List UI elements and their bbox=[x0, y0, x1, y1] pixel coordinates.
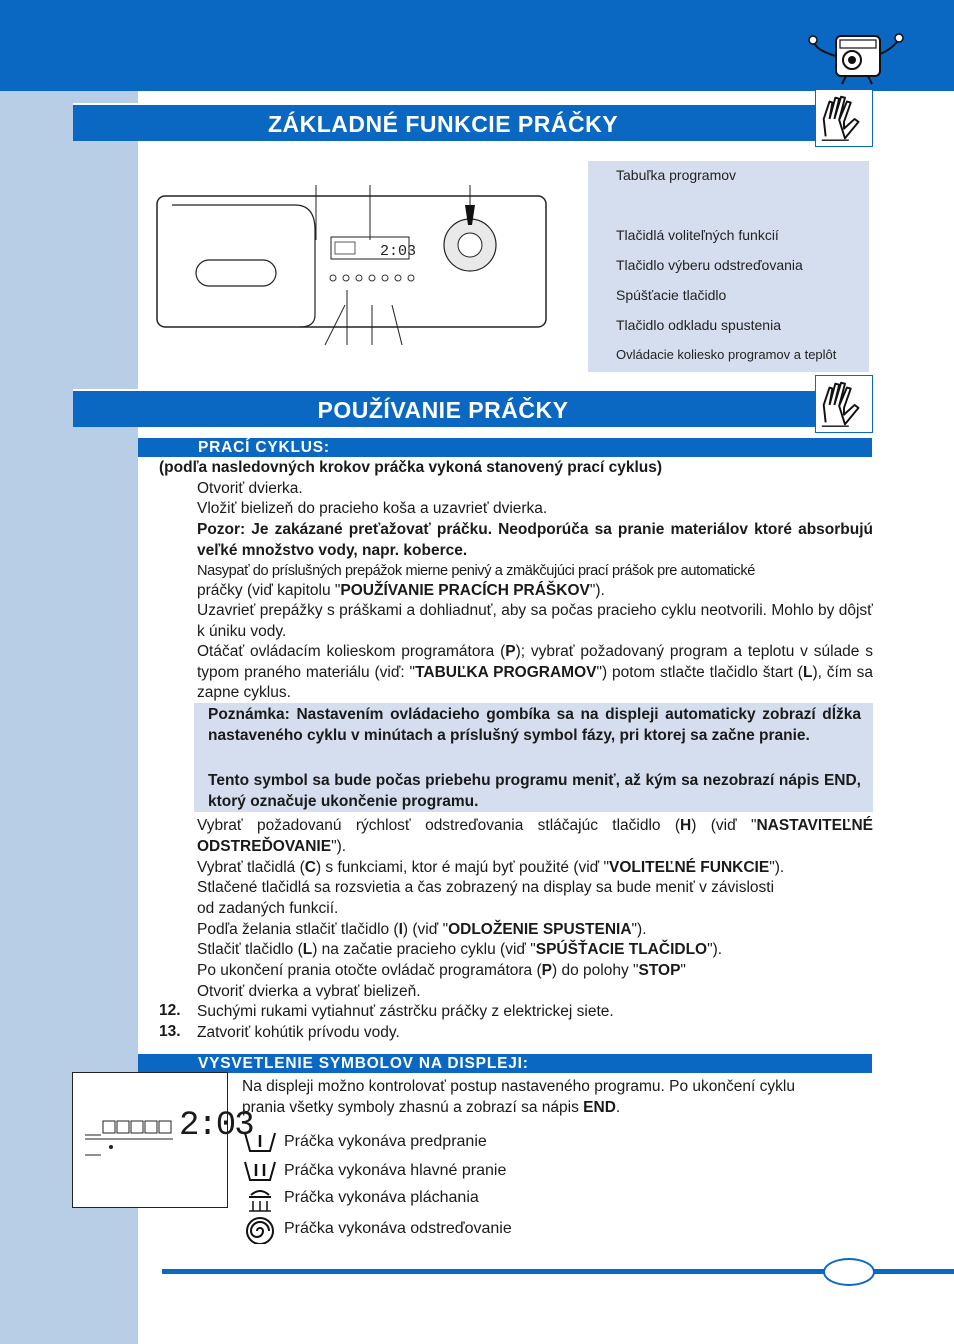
display-explanation: Na displeji možno kontrolovať postup nastaveného programu. Po ukončení cyklu prania všetky symboly zhasnú a zobrazí sa nápis END. bbox=[242, 1078, 795, 1116]
step-unload: Otvoriť dvierka a vybrať bielizeň. bbox=[197, 983, 421, 1000]
washing-machine-mascot-icon bbox=[808, 30, 904, 86]
rinse-icon bbox=[241, 1185, 279, 1213]
legend-item-delay-button: Tlačidlo odkladu spustenia bbox=[616, 317, 781, 333]
control-panel-drawing bbox=[150, 185, 560, 350]
hand-icon bbox=[815, 375, 873, 433]
prewash-icon bbox=[241, 1129, 279, 1157]
section-header-using bbox=[73, 389, 873, 427]
step-close-tap: Zatvoriť kohútik prívodu vody. bbox=[197, 1024, 400, 1041]
step-start: Stlačiť tlačidlo (L) na začatie pracieho cyklu (viď "SPÚŠŤACIE TLAČIDLO"). bbox=[197, 941, 723, 958]
note-paragraph-2: Tento symbol sa bude počas priebehu programu meniť, až kým sa nezobrazí nápis END, ktorý označuje ukončenie programu. bbox=[208, 772, 861, 810]
subheading-wash-cycle bbox=[138, 438, 872, 457]
step-overload-warning: Pozor: Je zakázané preťažovať práčku. Neodporúča sa pranie materiálov ktoré absorbujú veľké množstvo vody, napr. koberce. bbox=[197, 521, 873, 559]
subheading-label: VYSVETLENIE SYMBOLOV NA DISPLEJI: bbox=[198, 1055, 529, 1072]
section-header-basic-functions bbox=[73, 103, 873, 141]
step-delay: Podľa želania stlačiť tlačidlo (I) (viď "ODLOŽENIE SPUSTENIA"). bbox=[197, 921, 647, 938]
step-number-12: 12. bbox=[159, 1002, 181, 1019]
symbol-label: Práčka vykonáva odstreďovanie bbox=[284, 1220, 512, 1237]
legend-item-program-dial: Ovládacie koliesko programov a teplôt bbox=[616, 347, 837, 362]
legend-item-start-button: Spúšťacie tlačidlo bbox=[616, 287, 727, 303]
symbol-label: Práčka vykonáva predpranie bbox=[284, 1133, 487, 1150]
step-open-door: Otvoriť dvierka. bbox=[197, 480, 303, 497]
step-spin-speed: Vybrať požadovanú rýchlosť odstreďovania stláčajúc tlačidlo (H) (viď "NASTAVITEĽNÉ ODSTREĎOVANIE"). bbox=[197, 817, 873, 855]
main-wash-icon bbox=[241, 1158, 279, 1186]
step-end: Po ukončení prania otočte ovládač programátora (P) do polohy "STOP" bbox=[197, 962, 686, 979]
wash-cycle-intro: (podľa nasledovných krokov práčka vykoná stanovený prací cyklus) bbox=[159, 459, 663, 476]
svg-text:2:03: 2:03 bbox=[380, 243, 417, 260]
step-number-13: 13. bbox=[159, 1023, 181, 1040]
spin-icon bbox=[241, 1216, 279, 1244]
hand-icon bbox=[815, 89, 873, 147]
section-title: ZÁKLADNÉ FUNKCIE PRÁČKY bbox=[267, 111, 619, 137]
note-box bbox=[194, 703, 873, 812]
display-time-digits: 2:03 bbox=[179, 1107, 253, 1145]
step-program-dial: Otáčať ovládacím kolieskom programátora (P); vybrať požadovaný program a teplotu v súlade s typom praného materiálu (viď: "TABUĽKA PROGRAMOV") potom stlačte tlačidlo štart (L), čím sa zapne cyklus. bbox=[197, 643, 874, 701]
subheading-display-symbols bbox=[138, 1054, 872, 1073]
symbol-label: Práčka vykonáva pláchania bbox=[284, 1189, 479, 1206]
controls-legend bbox=[588, 161, 869, 372]
legend-item-program-table: Tabuľka programov bbox=[616, 167, 737, 183]
step-load-laundry: Vložiť bielizeň do pracieho koša a uzavrieť dvierka. bbox=[197, 500, 548, 517]
display-diagram bbox=[72, 1072, 253, 1208]
legend-item-spin-button: Tlačidlo výberu odstreďovania bbox=[616, 257, 803, 273]
step-unplug: Suchými rukami vytiahnuť zástrčku práčky z elektrickej siete. bbox=[197, 1003, 614, 1020]
step-detergent-line1: Nasypať do príslušných prepážok mierne penivý a zmäkčujúci prací prášok pre automatické bbox=[197, 563, 755, 579]
step-options: Vybrať tlačidlá (C) s funkciami, ktor é majú byť použité (viď "VOLITEĽNÉ FUNKCIE"). bbox=[197, 859, 785, 876]
step-options-line3: od zadaných funkcií. bbox=[197, 900, 339, 917]
page-number-oval bbox=[823, 1258, 875, 1286]
step-detergent-line2: práčky (viď kapitolu "POUŽÍVANIE PRACÍCH PRÁŠKOV"). bbox=[197, 582, 605, 599]
section-title: POUŽÍVANIE PRÁČKY bbox=[317, 397, 569, 423]
step-options-line2: Stlačené tlačidlá sa rozsvietia a čas zobrazený na display sa bude meniť v závislosti bbox=[197, 879, 775, 896]
symbol-label: Práčka vykonáva hlavné pranie bbox=[284, 1162, 507, 1179]
note-paragraph-1: Poznámka: Nastavením ovládacieho gombíka sa na displeji automaticky zobrazí dĺžka nastaveného cyklu v minútach a príslušný symbol fázy, pri ktorej sa začne pranie. bbox=[208, 706, 861, 744]
step-close-drawer: Uzavrieť prepážky s práškami a dohliadnuť, aby sa počas pracieho cyklu neotvorili. Mohlo by dôjsť k úniku vody. bbox=[197, 602, 873, 640]
subheading-label: PRACÍ CYKLUS: bbox=[198, 439, 330, 456]
legend-item-option-buttons: Tlačidlá voliteľných funkcií bbox=[616, 227, 779, 243]
